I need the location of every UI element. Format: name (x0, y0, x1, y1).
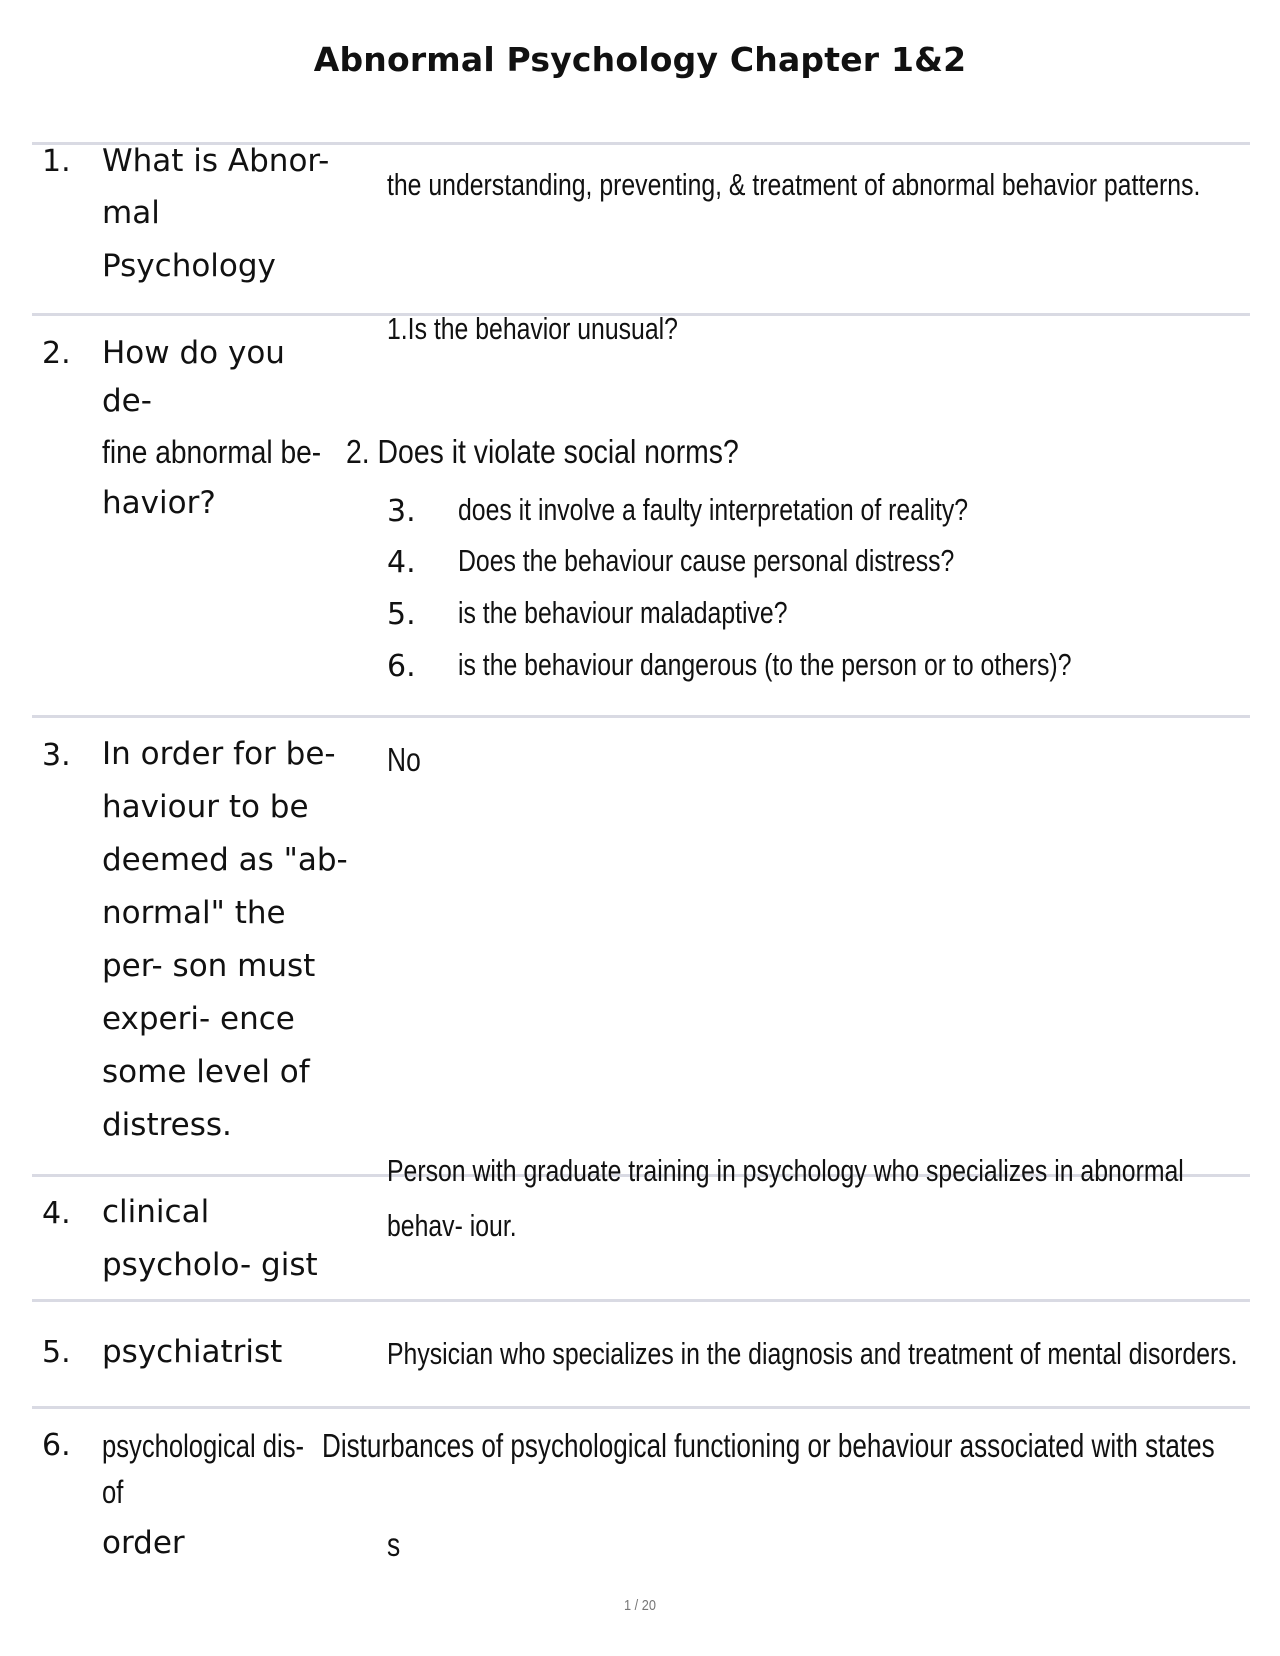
answer-text: Physician who specializes in the diagnosis and treatment of mental disorders. (387, 1336, 1238, 1371)
answer-text: 2. Does it violate social norms? (346, 433, 739, 470)
question-text: experi- ence (102, 1001, 295, 1037)
answer-text: s (387, 1526, 401, 1563)
question-text: fine abnormal be- (102, 434, 322, 470)
item-number: 6. (42, 1428, 71, 1463)
question-text: normal" the (102, 895, 286, 931)
answer-text: Disturbances of psychological functioning or behaviour associated with states (322, 1427, 1215, 1464)
question-text: mal (102, 195, 160, 231)
question-text: How do you (102, 335, 285, 371)
question-text: of (102, 1474, 124, 1510)
item-number: 1. (42, 144, 71, 179)
question-text: psychological dis- (102, 1428, 305, 1464)
question-text: Psychology (102, 248, 276, 284)
item-number: 2. (42, 336, 71, 371)
answer-text: behav- iour. (387, 1208, 517, 1243)
divider (32, 1299, 1250, 1302)
list-item-text: is the behaviour dangerous (to the person or to others)? (458, 647, 1072, 682)
answer-text: 1.Is the behavior unusual? (387, 311, 678, 346)
question-text: distress. (102, 1107, 232, 1143)
answer-text: Person with graduate training in psychology who specializes in abnormal (387, 1153, 1184, 1188)
question-text: some level of (102, 1054, 310, 1090)
item-number: 4. (42, 1196, 71, 1231)
page-title: Abnormal Psychology Chapter 1&2 (313, 40, 967, 79)
question-text: havior? (102, 485, 216, 521)
question-text: psychiatrist (102, 1334, 283, 1370)
question-text: What is Abnor- (102, 143, 330, 179)
question-text: deemed as "ab- (102, 842, 348, 878)
divider (32, 1406, 1250, 1409)
divider (32, 715, 1250, 718)
question-text: per- son must (102, 948, 316, 984)
list-item-text: does it involve a faulty interpretation of reality? (458, 492, 969, 527)
question-text: de- (102, 383, 152, 419)
question-text: clinical (102, 1194, 210, 1230)
answer-text: No (387, 741, 421, 778)
item-number: 5. (42, 1335, 71, 1370)
answer-text: the understanding, preventing, & treatment of abnormal behavior patterns. (387, 167, 1201, 202)
question-text: psycholo- gist (102, 1247, 318, 1283)
list-item-number: 4. (387, 545, 416, 580)
list-item-number: 3. (387, 494, 416, 529)
item-number: 3. (42, 738, 71, 773)
list-item-text: Does the behaviour cause personal distress? (458, 543, 955, 578)
question-text: In order for be- (102, 736, 336, 772)
list-item-text: is the behaviour maladaptive? (458, 595, 788, 630)
question-text: haviour to be (102, 789, 309, 825)
question-text: order (102, 1525, 185, 1561)
page-number: 1 / 20 (624, 1597, 656, 1614)
list-item-number: 6. (387, 649, 416, 684)
list-item-number: 5. (387, 597, 416, 632)
